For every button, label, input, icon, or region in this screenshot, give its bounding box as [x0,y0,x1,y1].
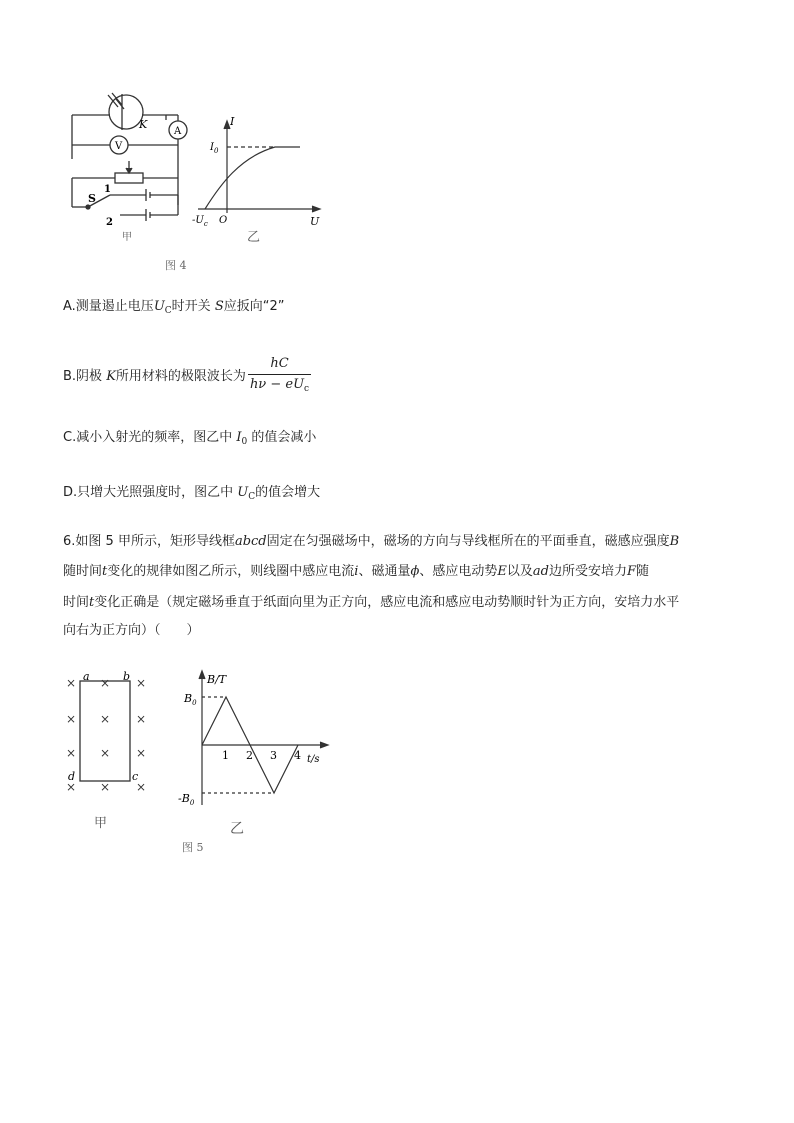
field-cross-2: × [100,676,111,690]
neg-b0-label: $-B_0$ [178,792,195,807]
q6-line-4: 向右为正方向）（ ） [63,623,200,638]
label-switch: S [88,192,96,205]
panel-label-yi: 乙 [247,230,261,245]
t-tick-4: 4 [294,749,301,762]
t-tick-2: 2 [246,749,253,762]
panel-label-jia-5: 甲 [94,816,108,831]
u-axis-label: U [310,215,320,228]
label-ammeter: A [174,126,182,137]
q6-line-1: 6.如图 5 甲所示，矩形导线框abcd固定在匀强磁场中，磁场的方向与导线框所在的平面垂直，磁感应强度B [63,534,680,549]
t-tick-labels [222,749,301,762]
figure-5-svg [60,665,340,860]
rheostat [115,173,143,183]
photocell-tube [109,95,143,129]
field-cross-7: × [66,746,77,760]
b0-label: $B_0$ [184,692,197,707]
q6-line-2: 随时间t变化的规律如图乙所示，则线圈中感应电流i、磁通量ϕ、感应电动势E以及ad边所受安培力F随 [63,564,649,579]
label-k: K [139,118,148,131]
panel-label-yi-5: 乙 [230,821,244,837]
t-axis-label: t/s [307,754,320,765]
field-cross-8: × [100,746,111,760]
field-cross-1: × [66,676,77,690]
option-b: B.阴极 K所用材料的极限波长为 $\frac{hC}{h\nu - eU_c}$ [63,355,311,398]
field-cross-6: × [136,712,147,726]
field-cross-12: × [136,780,147,794]
option-a: A.测量遏止电压$U_C$时开关 S应扳向“2” [63,299,285,316]
corner-a: a [83,670,90,683]
option-c: C.减小入射光的频率，图乙中 $I_0$ 的值会减小 [63,430,317,447]
iu-graph [198,121,320,213]
figure-4 [60,85,350,280]
iu-curve [205,147,300,209]
figure-5 [60,665,340,860]
wavelength-fraction: $\frac{hC}{h\nu - eU_c}$ [249,356,310,394]
label-voltmeter: V [115,141,123,152]
uc-label: $-U_c$ [192,215,208,228]
figure-4-caption: 图 4 [165,259,187,272]
corner-b: b [123,670,131,683]
panel-label-jia: 甲 [122,232,132,243]
t-tick-3: 3 [270,749,277,762]
figure-4-svg [60,85,350,280]
corner-d: d [68,770,76,783]
field-cross-4: × [66,712,77,726]
corner-c: c [132,770,139,783]
q6-line-3: 时间t变化正确是（规定磁场垂直于纸面向里为正方向，感应电流和感应电动势顺时针为正方向，安培力水平 [63,595,680,610]
origin-label: O [219,215,228,226]
field-cross-5: × [100,712,111,726]
figure-5-caption: 图 5 [182,841,204,854]
i-axis-label: I [230,115,235,128]
i0-label: $I_0$ [210,142,219,155]
label-pos1: 1 [104,184,111,195]
field-cross-10: × [66,780,77,794]
option-d: D.只增大光照强度时，图乙中 $U_C$的值会增大 [63,485,321,502]
t-tick-1: 1 [222,749,229,762]
bt-graph [199,671,328,805]
field-cross-3: × [136,676,147,690]
b-axis-label: B/T [207,673,227,686]
field-cross-11: × [100,780,111,794]
label-pos2: 2 [106,217,113,228]
wire-frame [80,681,130,781]
field-cross-9: × [136,746,147,760]
